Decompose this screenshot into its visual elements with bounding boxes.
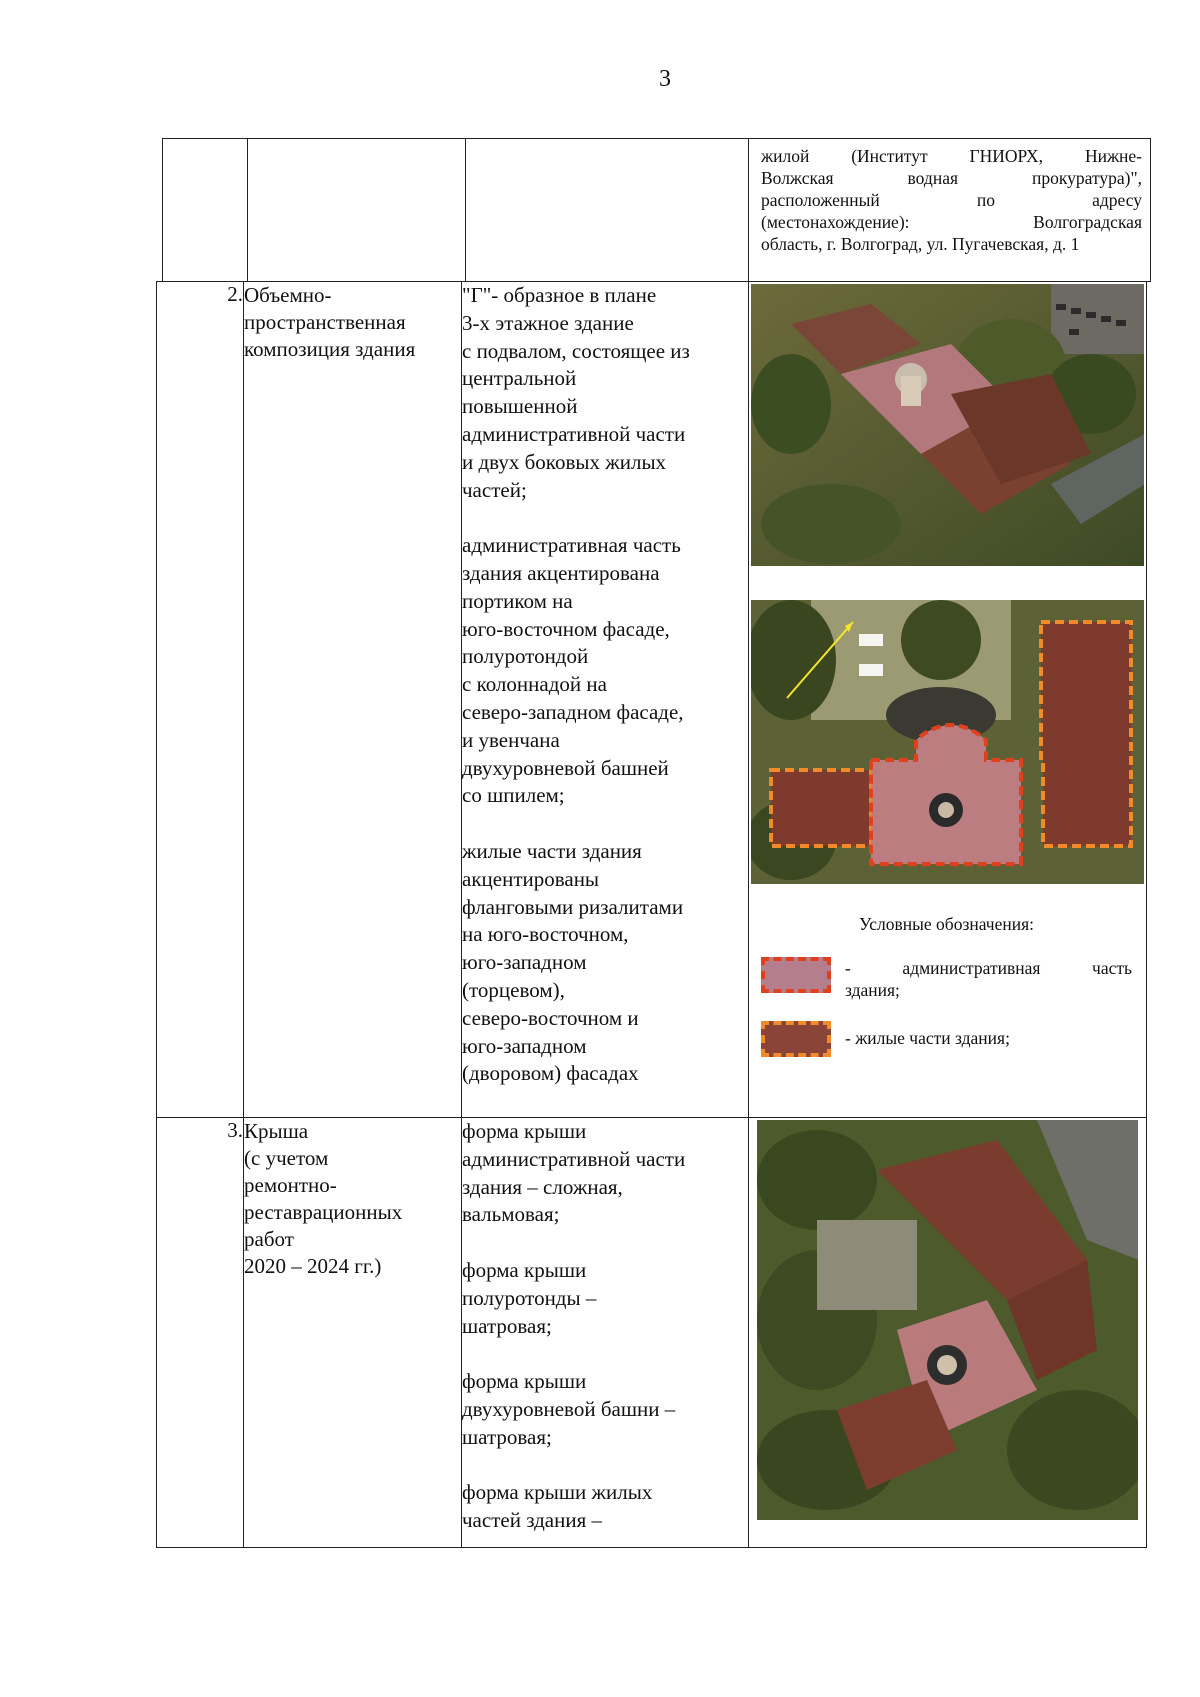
row-image-cell [749, 282, 1147, 1118]
desc-line: полуротонды – [462, 1285, 597, 1310]
page-number: 3 [659, 66, 671, 92]
name-line: пространственная [244, 310, 406, 334]
table-row [157, 1118, 1147, 1548]
name-line: ремонтно- [244, 1173, 337, 1197]
desc-line: на юго-восточном, [462, 922, 629, 947]
cont-line: область, г. Волгоград, ул. Пугачевская, д. 1 [761, 234, 1080, 254]
continuation-table [162, 138, 1151, 282]
name-line: реставрационных [244, 1200, 403, 1224]
desc-line: частей здания – [462, 1508, 602, 1533]
legend [749, 884, 1146, 1087]
desc-line: с подвалом, состоящее из [462, 338, 690, 363]
desc-line: портиком на [462, 588, 573, 613]
desc-line: шатровая; [462, 1313, 552, 1338]
residential-part-swatch [761, 1021, 831, 1057]
desc-line: форма крыши [462, 1119, 587, 1143]
desc-line: здания акцентирована [462, 560, 660, 585]
desc-line: здания – сложная, [462, 1174, 623, 1199]
aerial-photo-plan-image [751, 600, 1144, 884]
name-line: работ [244, 1227, 294, 1251]
row-description [462, 282, 749, 1118]
desc-line: двухуровневой башней [462, 755, 669, 780]
desc-line: юго-западном [462, 950, 587, 975]
legend-line: - административная часть [845, 958, 1132, 978]
desc-line: и увенчана [462, 727, 560, 752]
desc-line: 3-х этажное здание [462, 310, 634, 335]
desc-line: административной части [462, 1146, 686, 1171]
cont-text-cell [749, 139, 1151, 282]
name-line: Объемно- [244, 283, 332, 307]
legend-admin-text [845, 957, 1132, 1001]
aerial-photo-roof-image [757, 1120, 1138, 1520]
desc-line: (дворовом) фасадах [462, 1061, 639, 1086]
legend-item-residential [761, 1021, 1132, 1057]
cont-line: (местонахождение): Волгоградская [761, 212, 1142, 232]
desc-line: форма крыши [462, 1257, 587, 1282]
row-description [462, 1118, 749, 1548]
desc-line: "Г"- образное в плане [462, 283, 657, 307]
desc-line: и двух боковых жилых [462, 449, 667, 474]
desc-paragraph [462, 1118, 748, 1229]
desc-line: (торцевом), [462, 977, 565, 1002]
desc-line: с колоннадой на [462, 672, 607, 697]
table-row [157, 282, 1147, 1118]
aerial-photo-roof [757, 1120, 1138, 1520]
aerial-photo-oblique [751, 284, 1144, 566]
desc-line: шатровая; [462, 1424, 552, 1449]
legend-residential-text: - жилые части здания; [845, 1028, 1010, 1048]
desc-line: частей; [462, 477, 527, 502]
desc-paragraph [462, 1368, 748, 1451]
row-name [244, 1118, 462, 1548]
cont-number-cell [163, 139, 248, 282]
desc-line: со шпилем; [462, 783, 565, 808]
name-line: (с учетом [244, 1146, 329, 1170]
desc-line: административная часть [462, 533, 681, 558]
desc-line: акцентированы [462, 866, 600, 891]
desc-line: полуротондой [462, 644, 589, 669]
main-table [156, 281, 1147, 1548]
cont-line: расположенный по адресу [761, 190, 1142, 210]
cont-line: Волжская водная прокуратура)", [761, 168, 1142, 188]
name-line: Крыша [244, 1119, 309, 1143]
row-name [244, 282, 462, 1118]
desc-line: центральной [462, 366, 577, 391]
desc-line: форма крыши жилых [462, 1480, 653, 1505]
desc-paragraph [462, 1257, 748, 1340]
admin-part-swatch [761, 957, 831, 993]
desc-line: административной части [462, 421, 686, 446]
desc-paragraph [462, 282, 748, 504]
desc-line: юго-западном [462, 1033, 587, 1058]
aerial-photo-plan [751, 600, 1144, 884]
aerial-photo-oblique-image [751, 284, 1144, 566]
cont-line: жилой (Институт ГНИОРХ, Нижне- [761, 146, 1142, 166]
desc-line: фланговыми ризалитами [462, 894, 684, 919]
continuation-text [749, 139, 1150, 259]
legend-item-admin [761, 957, 1132, 1001]
cont-desc-cell [466, 139, 749, 282]
row-number: 2. [157, 282, 244, 1118]
desc-line: повышенной [462, 394, 578, 419]
desc-line: северо-восточном и [462, 1005, 639, 1030]
name-line: композиция здания [244, 337, 416, 361]
row-image-cell [749, 1118, 1147, 1548]
legend-line: здания; [845, 980, 900, 1000]
desc-line: вальмовая; [462, 1202, 560, 1227]
row-number: 3. [157, 1118, 244, 1548]
desc-line: северо-западном фасаде, [462, 699, 684, 724]
desc-line: жилые части здания [462, 838, 642, 863]
legend-title: Условные обозначения: [858, 914, 1035, 934]
desc-line: форма крыши [462, 1369, 587, 1394]
desc-line: двухуровневой башни – [462, 1396, 676, 1421]
cont-name-cell [248, 139, 466, 282]
desc-paragraph [462, 838, 748, 1088]
desc-paragraph [462, 1479, 748, 1535]
desc-paragraph [462, 532, 748, 810]
desc-line: юго-восточном фасаде, [462, 616, 670, 641]
name-line: 2020 – 2024 гг.) [244, 1254, 382, 1278]
